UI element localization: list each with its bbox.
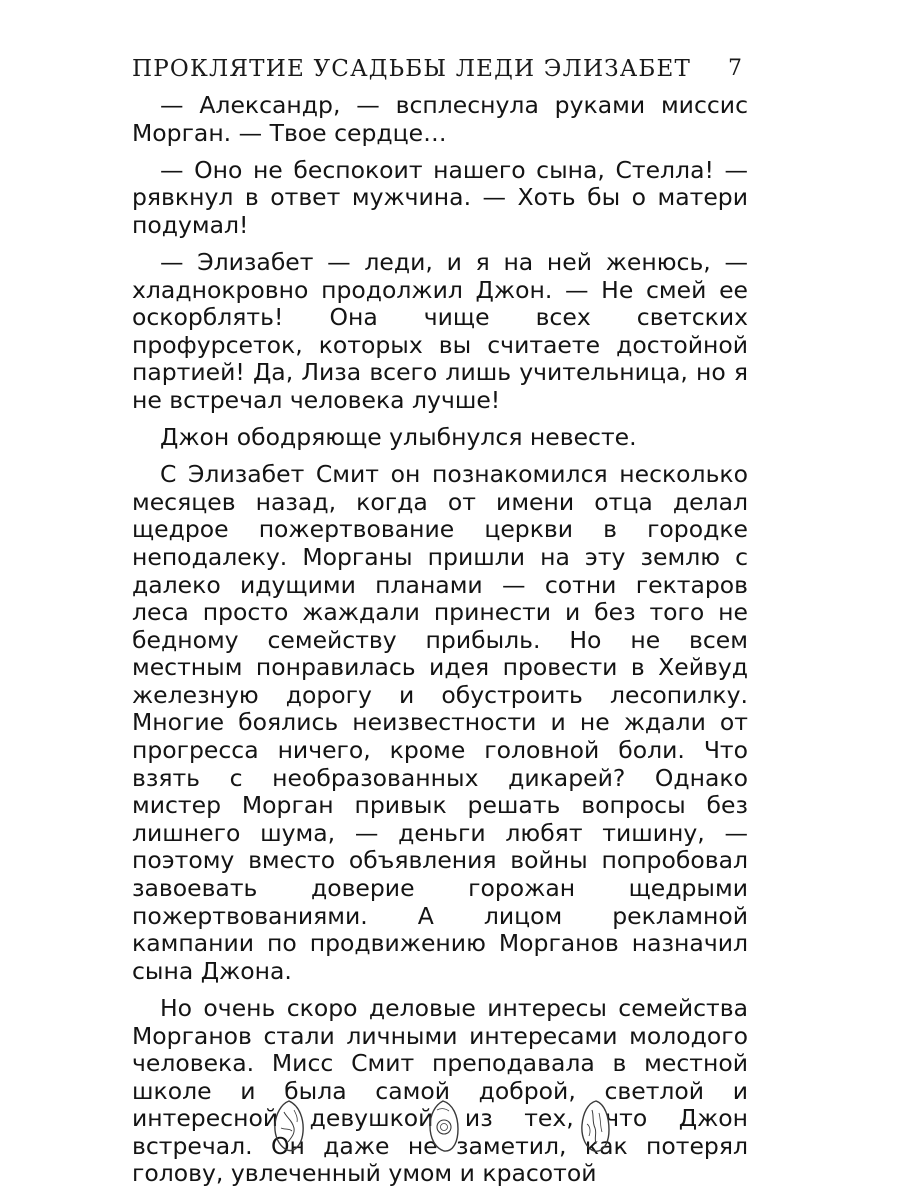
running-title: ПРОКЛЯТИЕ УСАДЬБЫ ЛЕДИ ЭЛИЗАБЕТ xyxy=(132,56,692,82)
paragraph-dialogue-2: — Оно не беспокоит нашего сына, Стелла! — рявкнул в ответ мужчина. — Хоть бы о матери подумал! xyxy=(132,155,748,239)
paragraph-narration-2: С Элизабет Смит он познакомился несколько месяцев назад, когда от имени отца делал щедрое пожертвование церкви в городке неподалеку. Морганы пришли на эту землю с далеко идущими планами — сотни гектаров леса просто жаждали принести и без того не бедному семейству прибыль. Но не всем местным понравилась идея провести в Хейвуд железную дорогу и обустроить лесопилку. Многие боялись неизвестности и не ждали от прогресса ничего, кроме головной боли. Что взять с необразованных дикарей? Однако мистер Морган привык решать вопросы без лишнего шума, — деньги любят тишину, — поэтому вместо объявления войны попробовал завоевать доверие горожан щедрыми пожертвованиями. А лицом рекламной кампании по продвижению Морганов назначил сына Джона. xyxy=(132,460,748,985)
paragraph-narration-3: Но очень скоро деловые интересы семейства Морганов стали личными интересами молодого человека. Мисс Смит преподавала в местной школе и была самой доброй, светлой и интересной девушкой из тех, что Джон встречал. Он даже не заметил, как потерял голову, увлеченный умом и красотой xyxy=(132,993,748,1188)
stone-ring-icon xyxy=(427,1098,461,1154)
footer-ornaments xyxy=(0,1098,900,1154)
paragraph-dialogue-1: — Александр, — всплеснула руками миссис Морган. — Твое сердце… xyxy=(132,91,748,147)
running-head xyxy=(132,52,748,86)
stone-crack-icon xyxy=(272,1098,306,1154)
stone-veins-icon xyxy=(578,1098,612,1154)
body-text xyxy=(132,92,748,1198)
paragraph-dialogue-3: — Элизабет — леди, и я на ней женюсь, — хладнокровно продолжил Джон. — Не смей ее оскорблять! Она чище всех светских профурсеток, которых вы считаете достойной партией! Да, Лиза всего лишь учительница, но я не встречал человека лучше! xyxy=(132,247,748,414)
page-number: 7 xyxy=(728,56,742,81)
paragraph-narration-1: Джон ободряюще улыбнулся невесте. xyxy=(160,423,637,452)
